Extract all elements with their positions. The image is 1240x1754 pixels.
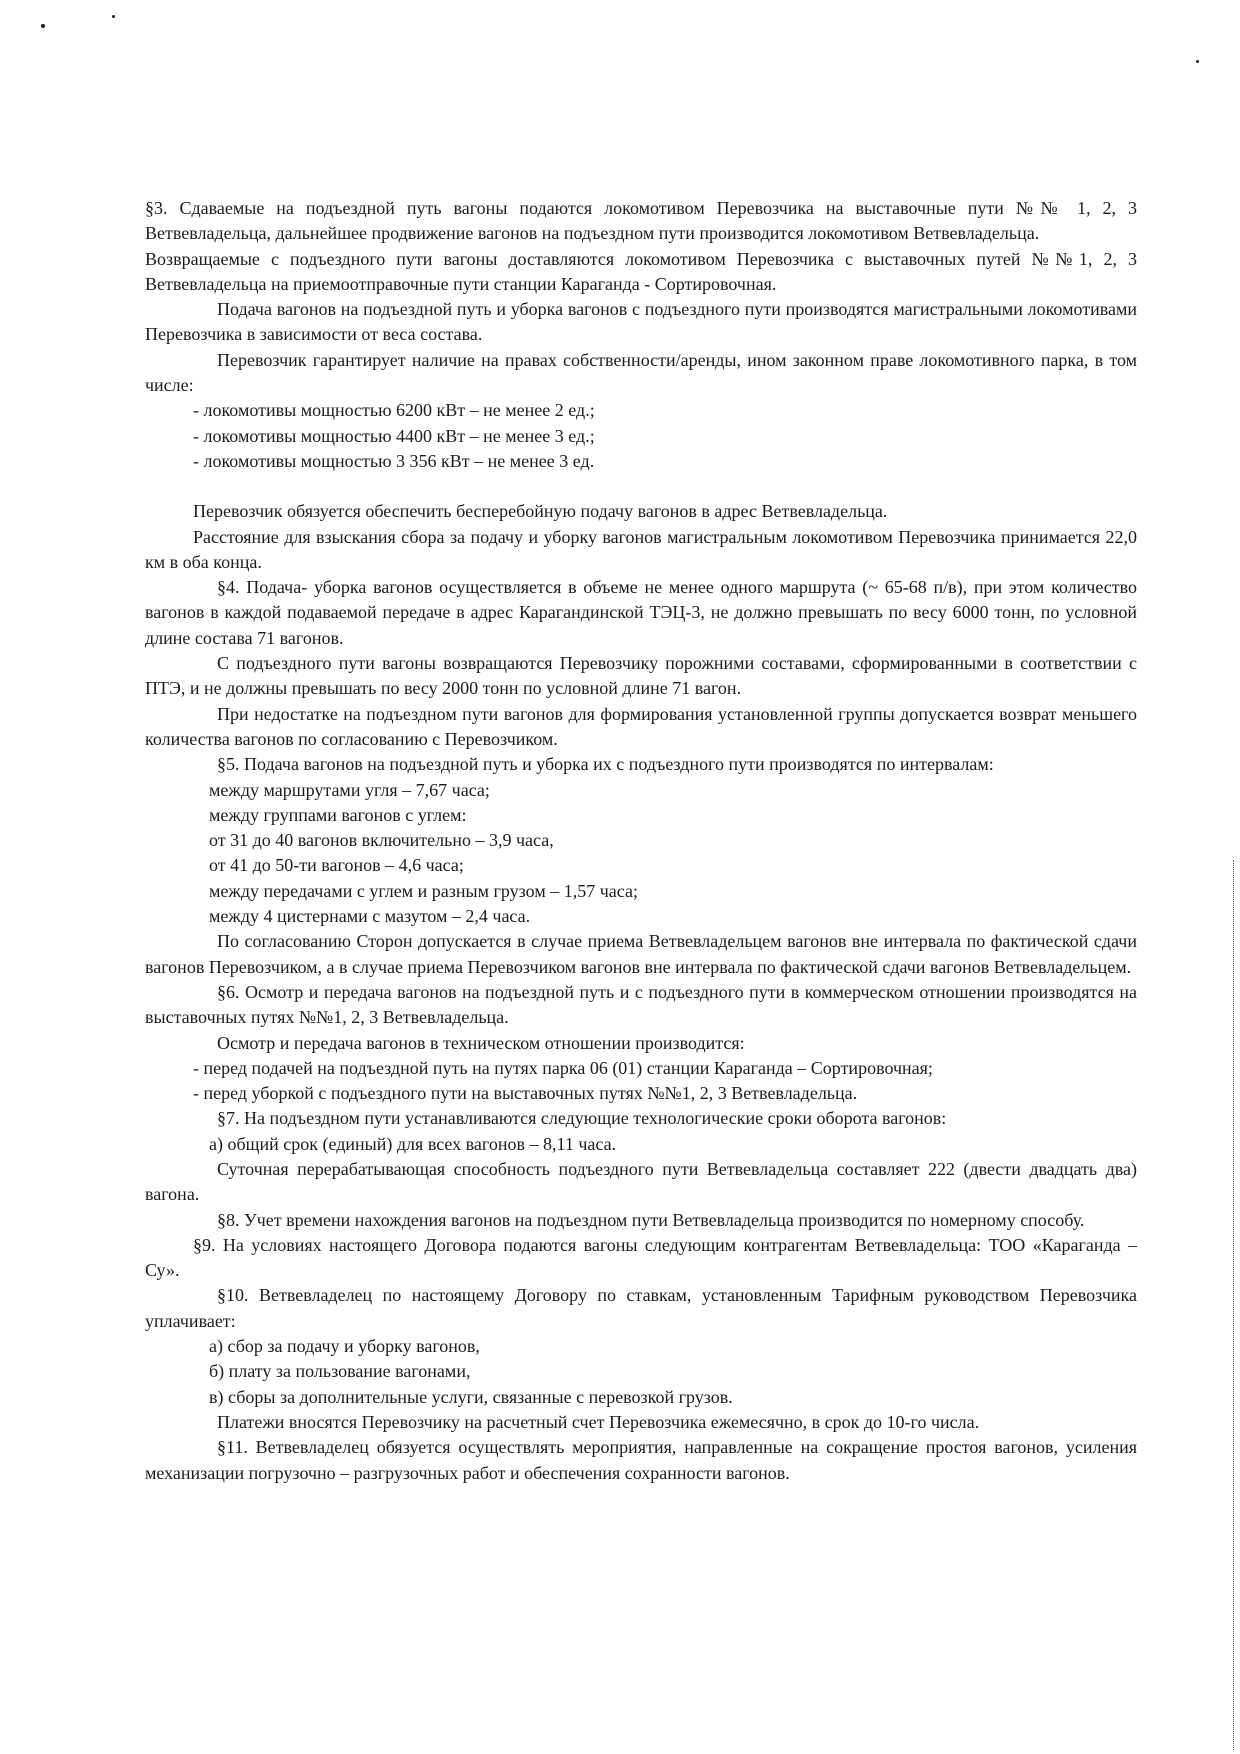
list-item: между группами вагонов с углем: [209,804,467,825]
paragraph: Подача вагонов на подъездной путь и уборка вагонов с подъездного пути производятся магистральными локомотивами Перевозчика в зависимости от веса состава. [145,299,1137,345]
list-item: между 4 цистернами с мазутом – 2,4 часа. [209,906,531,927]
document-body [145,196,1137,1486]
paragraph: Перевозчик гарантирует наличие на правах собственности/аренды, ином законном праве локомотивного парка, в том числе: [145,349,1137,396]
scan-speck [112,15,115,18]
blank-line [145,474,1137,499]
paragraph: Платежи вносятся Перевозчику на расчетный счет Перевозчика ежемесячно, в срок до 10-го числа. [217,1411,980,1432]
list-item: - локомотивы мощностью 4400 кВт – не менее 3 ед.; [193,425,595,446]
scan-edge-line [1233,860,1234,1750]
paragraph: Возвращаемые с подъездного пути вагоны доставляются локомотивом Перевозчика с выставочных путей №№1, 2, 3 Ветвевладельца на приемоотправочные пути станции Караганда - Сортировочная. [145,248,1137,294]
list-item: - локомотивы мощностью 6200 кВт – не менее 2 ед.; [193,400,595,421]
list-item: - перед уборкой с подъездного пути на выставочных путях №№1, 2, 3 Ветвевладельца. [193,1083,858,1104]
paragraph: С подъездного пути вагоны возвращаются Перевозчику порожними составами, сформированными в соответствии с ПТЭ, и не должны превышать по весу 2000 тонн по условной длине 71 вагон. [145,653,1137,699]
list-item: б) плату за пользование вагонами, [209,1361,471,1382]
paragraph: При недостатке на подъездном пути вагонов для формирования установленной группы допускается возврат меньшего количества вагонов по согласованию с Перевозчиком. [145,703,1137,749]
list-item: от 41 до 50-ти вагонов – 4,6 часа; [209,855,464,876]
list-item: - перед подачей на подъездной путь на путях парка 06 (01) станции Караганда – Сортировочная; [193,1057,933,1078]
paragraph: Перевозчик обязуется обеспечить бесперебойную подачу вагонов в адрес Ветвевладельца. [193,501,888,522]
paragraph-s7: §7. На подъездном пути устанавливаются следующие технологические сроки оборота вагонов: [217,1108,947,1129]
list-item: в) сборы за дополнительные услуги, связанные с перевозкой грузов. [209,1386,733,1407]
paragraph: По согласованию Сторон допускается в случае приема Ветвевладельцем вагонов вне интервала по фактической сдачи вагонов Перевозчиком, а в случае приема Перевозчиком вагонов вне интервала по фактической сдачи вагонов Ветвевладельцем. [145,931,1137,977]
paragraph: Расстояние для взыскания сбора за подачу и уборку вагонов магистральным локомотивом Перевозчика принимается 22,0 км в оба конца. [145,526,1137,572]
list-item: а) общий срок (единый) для всех вагонов – 8,11 часа. [209,1133,617,1154]
paragraph: Суточная перерабатывающая способность подъездного пути Ветвевладельца составляет 222 (двести двадцать два) вагона. [145,1158,1137,1205]
list-item: между маршрутами угля – 7,67 часа; [209,779,490,800]
paragraph-s5: §5. Подача вагонов на подъездной путь и уборка их с подъездного пути производятся по интервалам: [217,754,994,775]
paragraph-s10: §10. Ветвевладелец по настоящему Договору по ставкам, установленным Тарифным руководством Перевозчика уплачивает: [145,1285,1137,1331]
paragraph: Осмотр и передача вагонов в техническом отношении производится: [217,1032,745,1053]
paragraph-s4: §4. Подача- уборка вагонов осуществляется в объеме не менее одного маршрута (~ 65-68 п/в), при этом количество вагонов в каждой подаваемой передаче в адрес Карагандинской ТЭЦ-3, не должно превышать по весу 6000 тонн, по условной длине состава 71 вагонов. [145,577,1137,648]
paragraph-s6: §6. Осмотр и передача вагонов на подъездной путь и с подъездного пути в коммерческом отношении производятся на выставочных путях №№1, 2, 3 Ветвевладельца. [145,981,1137,1028]
list-item: - локомотивы мощностью 3 356 кВт – не менее 3 ед. [193,450,595,471]
paragraph-s9: §9. На условиях настоящего Договора подаются вагоны следующим контрагентам Ветвевладельца: ТОО «Караганда – Су». [145,1234,1137,1281]
list-item: между передачами с углем и разным грузом – 1,57 часа; [209,880,638,901]
scan-speck [41,24,45,28]
paragraph-s11: §11. Ветвевладелец обязуется осуществлять мероприятия, направленные на сокращение простоя вагонов, усиления механизации погрузочно – разгрузочных работ и обеспечения сохранности вагонов. [145,1437,1137,1483]
list-item: от 31 до 40 вагонов включительно – 3,9 часа, [209,830,554,851]
paragraph-s8: §8. Учет времени нахождения вагонов на подъездном пути Ветвевладельца производится по номерному способу. [217,1209,1085,1230]
list-item: а) сбор за подачу и уборку вагонов, [209,1336,480,1357]
scan-speck [1196,60,1199,63]
paragraph-s3: §3. Сдаваемые на подъездной путь вагоны подаются локомотивом Перевозчика на выставочные пути №№ 1, 2, 3 Ветвевладельца, дальнейшее продвижение вагонов на подъездном пути производится локомотивом Ветвевладельца. [145,198,1137,244]
